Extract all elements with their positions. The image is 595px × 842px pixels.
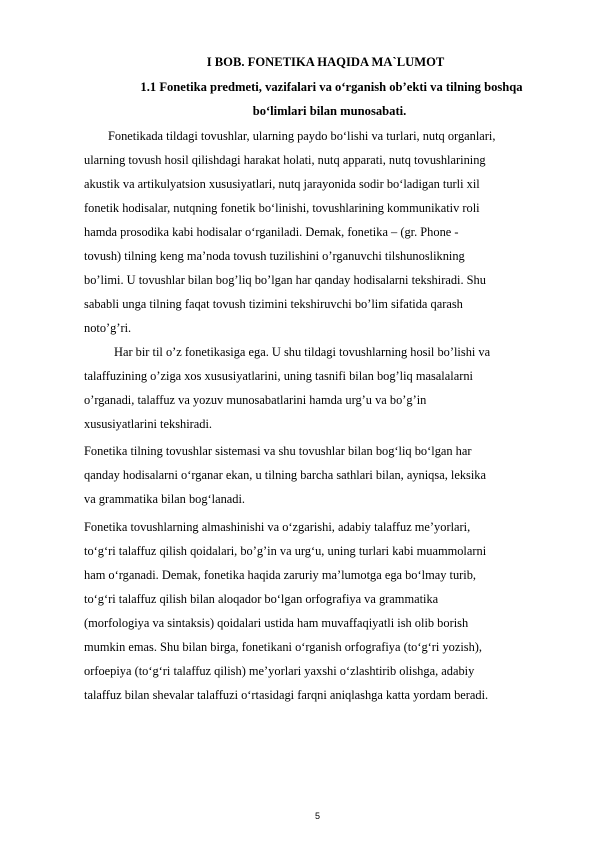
paragraph-line: bo’limi. U tovushlar bilan bog’liq bo’lgan har qanday hodisalarni tekshiradi. Shu	[84, 273, 486, 287]
page-number: 5	[314, 811, 320, 821]
section-title-line-1: 1.1 Fonetika predmeti, vazifalari va o‘rganish ob’ekti va tilning boshqa	[140, 80, 523, 94]
paragraph-line: sababli unga tilning faqat tovush tizimini tekshiruvchi bo’lim sifatida qarash	[84, 297, 463, 311]
paragraph-line: va grammatika bilan bog‘lanadi.	[84, 492, 246, 506]
paragraph-line: xususiyatlarini tekshiradi.	[84, 417, 213, 431]
paragraph-line: o’rganadi, talaffuz va yozuv munosabatlarini hamda urg’u va bo’g’in	[84, 393, 427, 407]
paragraph-line: talaffuz bilan shevalar talaffuzi o‘rtasidagi farqni aniqlashga katta yordam beradi.	[84, 688, 489, 702]
paragraph-line: Fonetikada tildagi tovushlar, ularning paydo bo‘lishi va turlari, nutq organlari,	[108, 129, 496, 143]
paragraph-line: Har bir til o’z fonetikasiga ega. U shu tildagi tovushlarning hosil bo’lishi va	[114, 345, 491, 359]
paragraph-line: (morfologiya va sintaksis) qoidalari ustida ham muvaffaqiyatli ish olib borish	[84, 616, 469, 630]
paragraph-line: qanday hodisalarni o‘rganar ekan, u tilning barcha sathlari bilan, ayniqsa, leksika	[84, 468, 486, 482]
paragraph-line: orfoepiya (to‘g‘ri talaffuz qilish) me’yorlari yaxshi o‘zlashtirib olishga, adabiy	[84, 664, 475, 678]
paragraph-line: talaffuzining o’ziga xos xususiyatlarini, uning tasnifi bilan bog’liq masalalarni	[84, 369, 473, 383]
paragraph-line: Fonetika tovushlarning almashinishi va o‘zgarishi, adabiy talaffuz me’yorlari,	[84, 520, 471, 534]
paragraph-line: to‘g‘ri talaffuz qilish qoidalari, bo’g’in va urg‘u, uning turlari kabi muammolarni	[84, 544, 487, 558]
paragraph-line: fonetik hodisalar, nutqning fonetik bo‘linishi, tovushlarining kommunikativ roli	[84, 201, 480, 215]
paragraph-line: Fonetika tilning tovushlar sistemasi va shu tovushlar bilan bog‘liq bo‘lgan har	[84, 444, 472, 458]
paragraph-line: noto’g’ri.	[84, 321, 132, 335]
section-title-line-2: bo‘limlari bilan munosabati.	[252, 104, 407, 118]
paragraph-line: to‘g‘ri talaffuz qilish bilan aloqador bo‘lgan orfografiya va grammatika	[84, 592, 439, 606]
paragraph-line: mumkin emas. Shu bilan birga, fonetikani o‘rganish orfografiya (to‘g‘ri yozish),	[84, 640, 483, 654]
chapter-title: I BOB. FONETIKA HAQIDA MA`LUMOT	[206, 55, 445, 69]
paragraph-line: ham o‘rganadi. Demak, fonetika haqida zaruriy ma’lumotga ega bo‘lmay turib,	[84, 568, 477, 582]
paragraph-line: ularning tovush hosil qilishdagi harakat holati, nutq apparati, nutq tovushlarining	[84, 153, 486, 167]
paragraph-line: tovush) tilning keng ma’noda tovush tuzilishini o’rganuvchi tilshunoslikning	[84, 249, 465, 263]
paragraph-line: hamda prosodika kabi hodisalar o‘rganiladi. Demak, fonetika – (gr. Phone -	[84, 225, 459, 239]
paragraph-line: akustik va artikulyatsion xususiyatlari, nutq jarayonida sodir bo‘ladigan turli xil	[84, 177, 480, 191]
